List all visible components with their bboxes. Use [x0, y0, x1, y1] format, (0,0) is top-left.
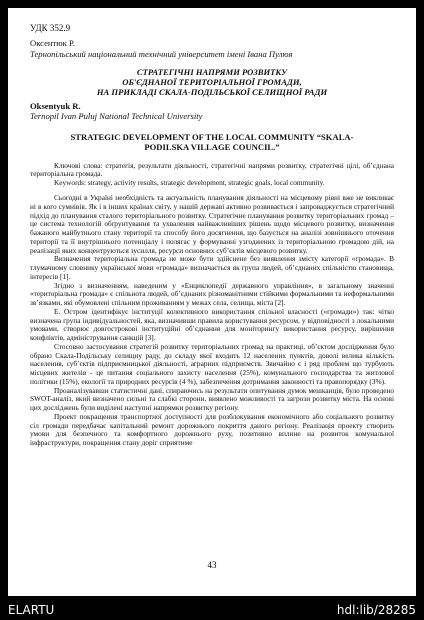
- page-number: 43: [207, 560, 217, 570]
- affiliation-ua: Тернопільський національний технічний університет імені Івана Пулюя: [30, 48, 293, 59]
- author-en: Oksentyuk R.: [30, 100, 81, 111]
- title-ua-line: СТРАТЕГІЧНІ НАПРЯМИ РОЗВИТКУ: [136, 67, 288, 77]
- udk-code: УДК 352.9: [30, 23, 71, 33]
- title-ua-line: НА ПРИКЛАДІ СКАЛА-ПОДІЛЬСЬКОЇ СЕЛИЩНОЇ РАДИ: [96, 87, 328, 98]
- affiliation-en: Ternopil Ivan Puluj National Technical University: [30, 111, 203, 122]
- keywords-en: Keywords: strategy, activity results, strategic development, strategic goals, local community.: [54, 178, 325, 188]
- document-page: [8, 8, 416, 596]
- title-en-line: PODILSKA VILLAGE COUNCIL.”: [144, 142, 280, 153]
- title-en: [30, 132, 394, 153]
- author-ua: Оксентюк Р.: [30, 38, 75, 48]
- footer-handle-id: hdl:lib/28285: [336, 603, 416, 617]
- paragraph: Сьогодні в Україні необхідність та актуальність планування діяльності на місцевому рівні вже не викликає ні в кого сумнівів. Як і в інших країнах світу, у нашій державі активно розвивається і запроваджується стратегічний підхід до планування сталого територіального розвитку. Стратегічне планування розвитку територіальних громад – це система технологій обґрунтування та ухвалення найважливіших рішень щодо місцевого розвитку, визначення бажаного майбутнього стану території та способу його досягнення, що базується на аналізі зовнішнього оточення території та її внутрішнього потенціалу і полягає у формуванні узгоджених із територіальною громадою дій, на реалізації яких концентруються зусилля, ресурси основних суб’єктів місцевого розвитку.: [30, 193, 394, 255]
- keywords-ua: Ключові слова: стратегія, результати діяльності, стратегічні напрями розвитку, стратегічні цілі, об’єднана територіальна громада.: [30, 160, 394, 179]
- page-content: [30, 23, 394, 448]
- body-text: [30, 194, 394, 448]
- paragraph: Проаналізувавши статистичні дані, спираючись на результати опитування думок мешканців, було проведено SWOT-аналіз, який визначено сильні та слабкі сторони, виявлено можливості та загрози розвитку міста. На основі цих досліджень були виділені наступні напрямки розвитку регіону.: [30, 385, 394, 412]
- paragraph: Визначення територіальна громада не може бути здійснене без виявлення змісту категорії «громада». В тлумачному словнику української мови «громада» визначається як група людей, об’єднаних спільністю становища, інтересів [1].: [30, 254, 394, 281]
- title-ua-line: ОБ'ЄДНАНОЇ ТЕРИТОРІАЛЬНОЇ ГРОМАДИ,: [122, 77, 302, 88]
- paragraph: Стосовно застосування стратегій розвитку територіальних громад на практиці, об’єктом дослідження було обрано Скала-Подільську селищну раду, до складу якої входить 12 населених пунктів, доволі велика кількість населення, суб’єктів підприємницької діяльності, аграрних підприємств. Звичайно є і ряд проблем що турбують місцевих жителів - це питання соціального захисту населення (25%), комунального господарства та житлової політики (15%), екології та природних ресурсів (4 %), забезпечення дотримання законності та правопорядку (3%).: [30, 341, 394, 386]
- title-ua: [30, 67, 394, 98]
- paragraph: Е. Остром ідентифікує інституції колективного використання спільної власності («громади») так: чітко визначена група індивідуальностей, яка, визначивши правила користування ресурсом, у відповідності з локальними умовами, створює довгострокові інституційні об’єднання для моніторингу використання ресурсу, вирішення конфліктів, адміністрування санкцій [3].: [30, 306, 394, 342]
- paragraph: Згідно з визначенням, наведеним у «Енциклопедії державного управління», в загальному значенні «територіальна громада» є спільнота людей, об’єднаних різноманітними стійкими формальними та неформальними зв’язками, які обумовлені спільним проживанням у межах села, селища, міста [2].: [30, 280, 394, 307]
- keywords-block: [30, 162, 394, 188]
- footer-repository-label: ELARTU: [8, 603, 55, 617]
- paragraph: Проект покращення транспортної доступності для розблокування економічного або соціального розвитку сіл громади передбачає капітальний ремонт дорожнього покриття даного регіону. Реалізація проекту створить умови для безпечного та комфортного дорожнього руху, позитивно вплине на розвиток комунальної інфраструктури, покращення стану доріг сприятиме: [30, 411, 394, 447]
- title-en-line: STRATEGIC DEVELOPMENT OF THE LOCAL COMMUNITY “SKALA-: [70, 131, 354, 142]
